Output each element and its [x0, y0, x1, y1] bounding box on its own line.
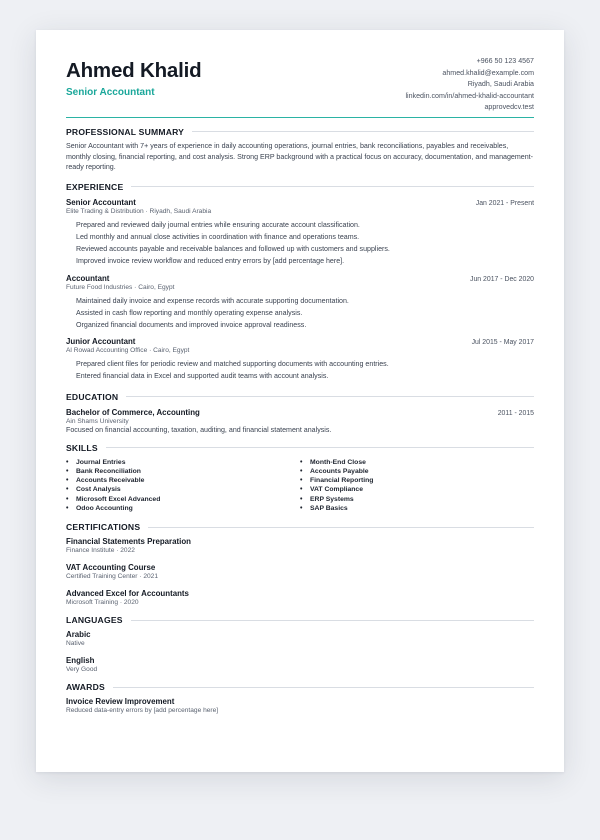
section-title: SKILLS: [66, 442, 98, 453]
job-company: Future Food Industries · Cairo, Egypt: [66, 283, 175, 291]
language-name: Arabic: [66, 630, 91, 640]
section-divider: [113, 687, 534, 688]
job-bullet: Prepared client files for periodic review and matched supporting documents with accounting entries.: [76, 360, 389, 369]
language-entry: [66, 656, 534, 673]
job-bullet: Improved invoice review workflow and reduced entry errors by [add percentage here].: [76, 257, 345, 266]
job-date: Jul 2015 - May 2017: [471, 339, 534, 347]
skills-column-right: [300, 458, 534, 514]
job-bullet: Prepared and reviewed daily journal entries while ensuring accurate account classification.: [76, 220, 360, 229]
contact-info: [405, 56, 534, 114]
name-block: [66, 56, 201, 98]
skill-item: • Accounts Payable: [300, 467, 534, 476]
certification-entry: [66, 563, 534, 580]
job-bullet: Maintained daily invoice and expense records with accurate supporting documentation.: [76, 296, 349, 305]
job-title: Junior Accountant: [66, 337, 136, 347]
section-divider: [106, 447, 534, 448]
section-skills-header: [66, 443, 534, 453]
section-title: EXPERIENCE: [66, 181, 124, 192]
job-entry: [66, 274, 534, 332]
job-date: Jan 2021 - Present: [475, 199, 534, 207]
resume-page: [36, 30, 564, 772]
certification-entry: [66, 537, 534, 554]
section-summary-header: [66, 127, 534, 137]
job-bullets: [66, 358, 534, 382]
header-divider: [66, 117, 534, 118]
skill-item: • Month-End Close: [300, 458, 534, 467]
resume-header: [66, 56, 534, 114]
job-date: Jun 2017 - Dec 2020: [470, 275, 534, 283]
contact-website[interactable]: approvedcv.test: [484, 103, 534, 112]
award-entry: [66, 697, 534, 714]
skill-item: • ERP Systems: [300, 495, 534, 504]
job-company: Elite Trading & Distribution · Riyadh, Saudi Arabia: [66, 207, 212, 215]
candidate-role: Senior Accountant: [66, 87, 155, 98]
skill-item: • Accounts Receivable: [66, 476, 300, 485]
section-education-header: [66, 392, 534, 402]
education-entry: [66, 408, 534, 434]
skill-item: • Microsoft Excel Advanced: [66, 495, 300, 504]
candidate-name: Ahmed Khalid: [66, 59, 202, 82]
certification-entry: [66, 589, 534, 606]
job-title: Accountant: [66, 273, 110, 283]
skill-item: • Financial Reporting: [300, 476, 534, 485]
section-title: EDUCATION: [66, 391, 119, 402]
skill-item: • Odoo Accounting: [66, 504, 300, 513]
section-title: LANGUAGES: [66, 615, 123, 626]
section-title: PROFESSIONAL SUMMARY: [66, 126, 185, 137]
job-entry: [66, 337, 534, 382]
certification-name: VAT Accounting Course: [66, 563, 156, 573]
skill-item: • Cost Analysis: [66, 485, 300, 494]
section-divider: [192, 131, 534, 132]
section-title: CERTIFICATIONS: [66, 522, 141, 533]
contact-linkedin[interactable]: linkedin.com/in/ahmed-khalid-accountant: [405, 91, 534, 100]
certification-detail: Microsoft Training · 2020: [66, 599, 139, 607]
education-degree: Bachelor of Commerce, Accounting: [66, 407, 200, 417]
section-certifications-header: [66, 522, 534, 532]
skills-list: [66, 458, 534, 514]
section-divider: [126, 396, 534, 397]
skill-item: • Bank Reconciliation: [66, 467, 300, 476]
award-name: Invoice Review Improvement: [66, 697, 175, 707]
certification-detail: Finance Institute · 2022: [66, 547, 135, 555]
section-experience-header: [66, 182, 534, 192]
job-bullet: Assisted in cash flow reporting and monthly operating expense analysis.: [76, 308, 303, 317]
education-date: 2011 - 2015: [497, 409, 534, 417]
job-bullet: Organized financial documents and improved invoice approval readiness.: [76, 320, 307, 329]
skill-item: • VAT Compliance: [300, 485, 534, 494]
contact-email[interactable]: ahmed.khalid@example.com: [442, 68, 534, 77]
section-title: AWARDS: [66, 682, 105, 693]
education-school: Ain Shams University: [66, 417, 129, 425]
language-name: English: [66, 656, 95, 666]
job-company: Al Rowad Accounting Office · Cairo, Egypt: [66, 347, 190, 355]
section-divider: [131, 186, 534, 187]
job-bullets: [66, 219, 534, 268]
skill-item: • SAP Basics: [300, 504, 534, 513]
section-divider: [148, 527, 534, 528]
language-level: Native: [66, 640, 85, 648]
contact-phone: +966 50 123 4567: [476, 57, 534, 65]
language-entry: [66, 630, 534, 647]
contact-location: Riyadh, Saudi Arabia: [467, 80, 534, 89]
job-bullet: Led monthly and annual close activities in coordination with finance and operations teams.: [76, 232, 360, 241]
certification-detail: Certified Training Center · 2021: [66, 573, 158, 581]
section-divider: [131, 620, 534, 621]
summary-text: Senior Accountant with 7+ years of experience in daily accounting operations, journal entries, bank reconciliations, payables and receivables, monthly closing, financial reporting, and cost analysis. Strong ERP background with a practical focus on accuracy, documentation, and management-ready reporting.: [66, 141, 533, 172]
job-bullet: Entered financial data in Excel and supported audit teams with account analysis.: [76, 372, 329, 381]
job-entry: [66, 198, 534, 268]
section-languages-header: [66, 615, 534, 625]
job-bullets: [66, 295, 534, 332]
job-title: Senior Accountant: [66, 197, 136, 207]
certification-name: Financial Statements Preparation: [66, 537, 191, 547]
job-bullet: Reviewed accounts payable and receivable balances and followed up with customers and suppliers.: [76, 245, 390, 254]
education-description: Focused on financial accounting, taxation, auditing, and financial statement analysis.: [66, 425, 332, 434]
language-level: Very Good: [66, 666, 98, 674]
skill-item: • Journal Entries: [66, 458, 300, 467]
skills-column-left: [66, 458, 300, 514]
section-awards-header: [66, 682, 534, 692]
award-detail: Reduced data-entry errors by [add percentage here]: [66, 707, 219, 715]
certification-name: Advanced Excel for Accountants: [66, 589, 189, 599]
